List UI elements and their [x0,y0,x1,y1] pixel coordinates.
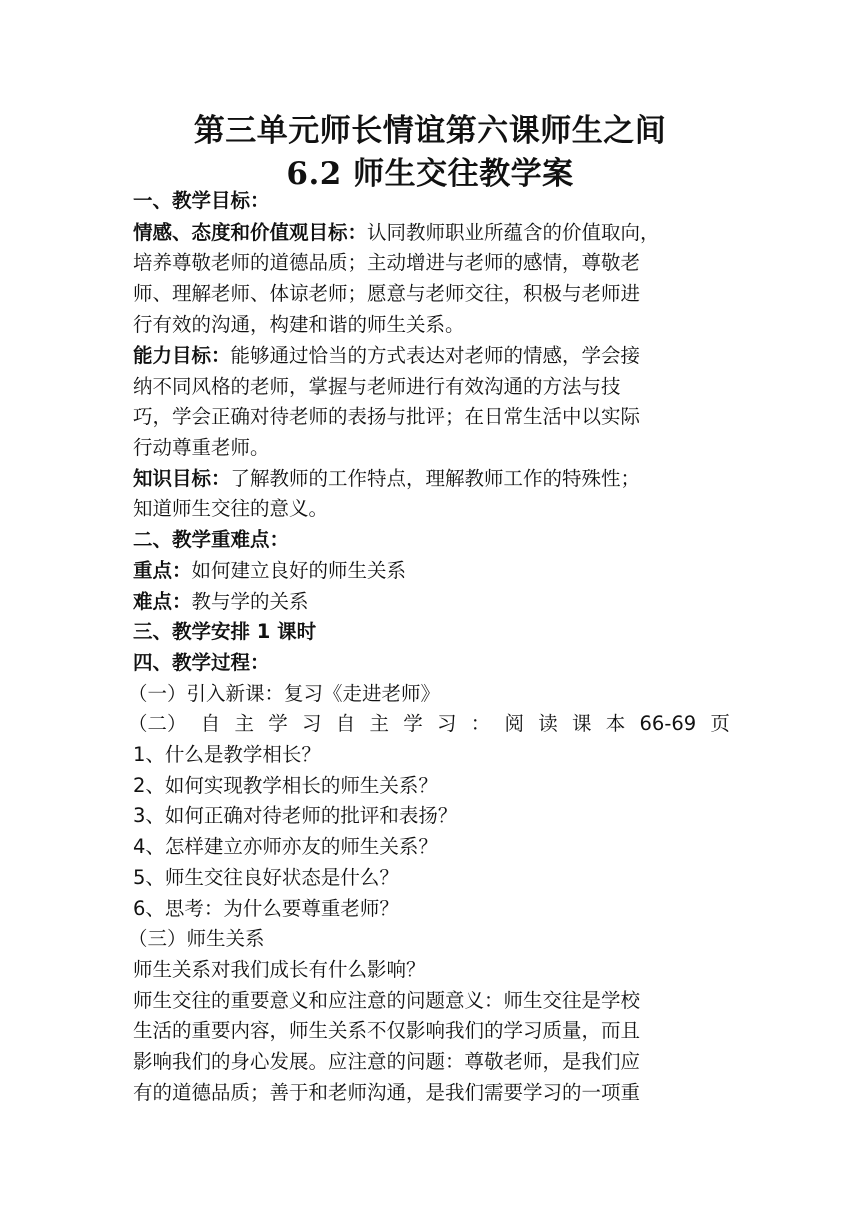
paragraph-line: 培养尊敬老师的道德品质；主动增进与老师的感情，尊敬老 [133,251,641,274]
paragraph-line: 纳不同风格的老师，掌握与老师进行有效沟通的方法与技 [133,375,621,398]
paragraph-line: 能力目标：能够通过恰当的方式表达对老师的情感，学会接 [133,344,641,367]
paragraph-line: （三）师生关系 [128,927,265,950]
paragraph-line: 师、理解老师、体谅老师；愿意与老师交往，积极与老师进 [133,282,641,305]
list-item: 6、思考：为什么要尊重老师？ [133,897,399,920]
list-item: 5、师生交往良好状态是什么？ [133,866,399,889]
document-subtitle: 6.2 师生交往教学案 [286,156,574,192]
paragraph-line: 情感、态度和价值观目标：认同教师职业所蕴含的价值取向， [133,221,660,244]
paragraph-line: 难点：教与学的关系 [133,590,309,613]
paragraph-line: 师生关系对我们成长有什么影响？ [133,958,426,981]
paragraph-line: 行有效的沟通，构建和谐的师生关系。 [133,313,465,336]
paragraph-line: （一）引入新课：复习《走进老师》 [128,682,441,705]
paragraph-line: 生活的重要内容，师生关系不仅影响我们的学习质量，而且 [133,1019,641,1042]
stretched-line: （二） 自 主 学 习 自 主 学 习 ： 阅 读 课 本 66-69 页 [128,712,730,735]
section-heading-objectives: 一、教学目标： [133,189,270,212]
list-item: 2、如何实现教学相长的师生关系？ [133,774,438,797]
paragraph-line: 影响我们的身心发展。应注意的问题：尊敬老师，是我们应 [133,1050,641,1073]
section-heading-key-points: 二、教学重难点： [133,528,290,551]
paragraph-line: 知识目标：了解教师的工作特点，理解教师工作的特殊性； [133,467,641,490]
paragraph-line: 行动尊重老师。 [133,436,270,459]
paragraph-line: 知道师生交往的意义。 [133,497,329,520]
list-item: 3、如何正确对待老师的批评和表扬？ [133,804,458,827]
paragraph-line: 重点：如何建立良好的师生关系 [133,559,407,582]
list-item: 4、怎样建立亦师亦友的师生关系？ [133,835,438,858]
paragraph-line: 有的道德品质；善于和老师沟通，是我们需要学习的一项重 [133,1081,641,1104]
section-heading-schedule: 三、教学安排 1 课时 [133,620,317,643]
paragraph-line: 巧，学会正确对待老师的表扬与批评；在日常生活中以实际 [133,405,641,428]
section-heading-process: 四、教学过程： [133,651,270,674]
list-item: 1、什么是教学相长？ [133,743,321,766]
document-title: 第三单元师长情谊第六课师生之间 [193,113,667,149]
paragraph-line: 师生交往的重要意义和应注意的问题意义：师生交往是学校 [133,989,641,1012]
